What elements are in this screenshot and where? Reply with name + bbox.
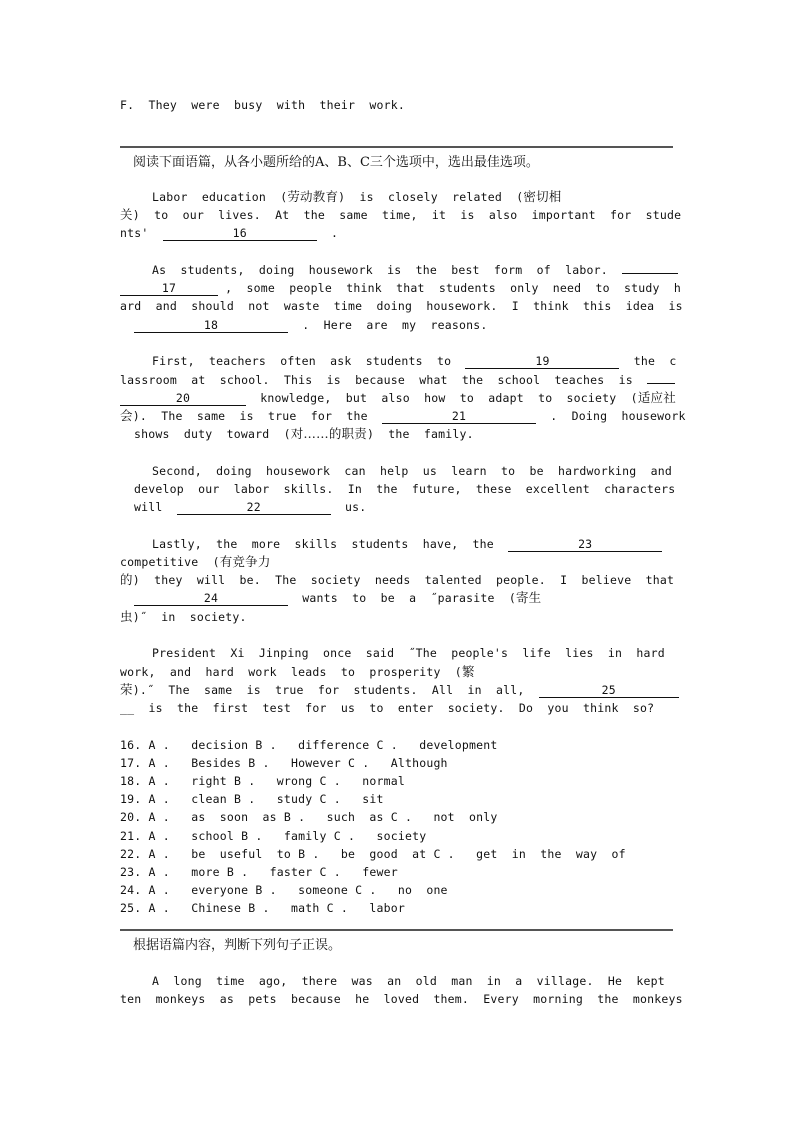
p3-line2: lassroom at school. This is because what the school teaches is — [120, 371, 675, 389]
blank-23[interactable]: 23 — [508, 537, 662, 552]
p1-line3: nts' 16 . — [120, 226, 339, 240]
p5-line5: 虫)˝ in society. — [120, 609, 247, 624]
option-19: 19. A . clean B . study C . sit — [120, 792, 384, 806]
p4-line1: Second, doing housework can help us learn to be hardworking and — [152, 464, 673, 478]
p2-line3: ard and should not waste time doing housework. I think this idea is — [120, 299, 683, 313]
option-20: 20. A . as soon as B . such as C . not only — [120, 810, 498, 824]
option-21: 21. A . school B . family C . society — [120, 829, 427, 843]
blank-22[interactable]: 22 — [177, 500, 331, 515]
p4-line2: develop our labor skills. In the future, these excellent characters — [134, 482, 676, 496]
option-22: 22. A . be useful to B . be good at C . get in the way of — [120, 847, 626, 861]
p1-line2: 关) to our lives. At the same time, it is also important for stude — [120, 207, 682, 222]
section-divider — [120, 146, 673, 148]
p2-line2: 17 , some people think that students only need to study h — [120, 279, 681, 297]
p4-line3: will 22 us. — [134, 500, 367, 514]
blank-21[interactable]: 21 — [382, 409, 536, 424]
option-18: 18. A . right B . wrong C . normal — [120, 774, 405, 788]
prev-option-f: F. They were busy with their work. — [120, 98, 405, 112]
p2-line1: As students, doing housework is the best form of labor. — [152, 261, 678, 279]
section1-instruction: 阅读下面语篇，从各小题所给的A、B、C三个选项中，选出最佳选项。 — [133, 155, 539, 170]
p5-line2: competitive (有竞争力 — [120, 554, 271, 569]
p6-line1: President Xi Jinping once said ˝The people's life lies in hard — [152, 646, 665, 660]
p3-line5: shows duty toward (对……的职责) the family. — [134, 426, 474, 441]
section-divider-2 — [120, 929, 673, 931]
p6-line3: 荣).˝ The same is true for students. All in all, 25 — [120, 681, 679, 699]
option-25: 25. A . Chinese B . math C . labor — [120, 901, 405, 915]
p1-line1: Labor education (劳动教育) is closely related (密切相 — [152, 189, 562, 204]
p2-line4: 18 . Here are my reasons. — [120, 316, 487, 334]
section2-line1: A long time ago, there was an old man in a village. He kept — [152, 974, 665, 988]
blank-19[interactable]: 19 — [465, 354, 619, 369]
blank-20[interactable]: 20 — [120, 391, 246, 406]
option-16: 16. A . decision B . difference C . development — [120, 738, 498, 752]
p5-line1: Lastly, the more skills students have, the 23 — [152, 535, 662, 553]
p6-line4: __ is the first test for us to enter society. Do you think so? — [120, 701, 655, 715]
p3-line1: First, teachers often ask students to 19 the c — [152, 354, 677, 368]
blank-25[interactable]: 25 — [539, 683, 679, 698]
p6-line2: work, and hard work leads to prosperity (繁 — [120, 664, 475, 679]
p5-line4: 24 wants to be a ˝parasite (寄生 — [134, 589, 541, 607]
section2-instruction: 根据语篇内容，判断下列句子正误。 — [133, 938, 342, 953]
p5-line3: 的) they will be. The society needs talented people. I believe that — [120, 572, 675, 587]
blank-16[interactable]: 16 — [163, 226, 317, 241]
blank-17[interactable]: 17 — [120, 281, 218, 296]
p3-line3: 20 knowledge, but also how to adapt to society (适应社 — [120, 389, 676, 407]
option-24: 24. A . everyone B . someone C . no one — [120, 883, 448, 897]
option-17: 17. A . Besides B . However C . Although — [120, 756, 448, 770]
blank-24[interactable]: 24 — [134, 591, 288, 606]
blank-18[interactable]: 18 — [134, 318, 288, 333]
section2-line2: ten monkeys as pets because he loved them. Every morning the monkeys — [120, 992, 683, 1006]
option-23: 23. A . more B . faster C . fewer — [120, 865, 398, 879]
p3-line4: 会). The same is true for the 21 . Doing housework — [120, 408, 686, 423]
